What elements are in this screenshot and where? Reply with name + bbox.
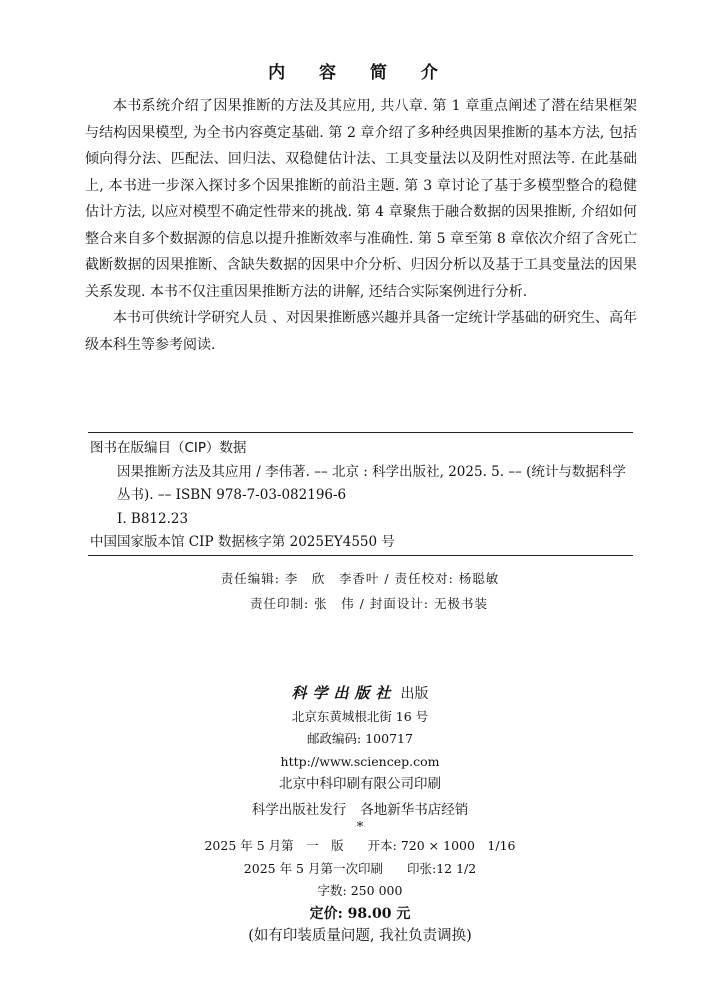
cip-record: 中国国家版本馆 CIP 数据核字第 2025EY4550 号 xyxy=(90,534,395,550)
retailer: 各地新华书店经销 xyxy=(360,801,469,818)
credits xyxy=(0,566,720,616)
publisher-suffix: 出版 xyxy=(400,686,429,702)
postcode: 邮政编码: 100717 xyxy=(307,731,413,746)
cip-heading: 图书在版编目（CIP）数据 xyxy=(90,440,247,456)
printing: 2025 年 5 月第一次印刷 xyxy=(243,860,383,876)
editor-credits: 责任编辑: 李 欣 李香叶 / 责任校对: 杨聪敏 xyxy=(220,571,500,586)
divider xyxy=(88,555,633,556)
publisher-logo: 科学出版社 xyxy=(291,684,397,702)
summary-paragraph: 本书系统介绍了因果推断的方法及其应用, 共八章. 第 1 章重点阐述了潜在结果框架与结构因果模型, 为全书内容奠定基础. 第 2 章介绍了多种经典因果推断的基本方法, 包括倾向得分法、匹配法、回归法、双稳健估计法、工具变量法以及阴性对照法等. 在此基础上, 本书进一步深入探讨多个因果推断的前沿主题. 第 3 章讨论了基于多模型整合的稳健估计方法, 以应对模型不确定性带来的挑战. 第 4 章聚焦于融合数据的因果推断, 介绍如何整合来自多个数据源的信息以提升推断效率与准确性. 第 5 章至第 8 章依次介绍了含死亡截断数据的因果推断、含缺失数据的因果中介分析、归因分析以及基于工具变量法的因果关系发现. 本书不仅注重因果推断方法的讲解, 还结合实际案例进行分析. xyxy=(85,98,637,300)
cip-classification: I. B812.23 xyxy=(117,510,189,527)
divider xyxy=(88,432,633,433)
price: 定价: 98.00 元 xyxy=(309,905,411,922)
page-title: 内 容 简 介 xyxy=(268,63,452,83)
publisher-address: 北京东黄城根北街 16 号 xyxy=(291,708,429,724)
production-credits: 责任印制: 张 伟 / 封面设计: 无极书装 xyxy=(249,596,489,611)
cip-entry: 因果推断方法及其应用 / 李伟著. –– 北京 : 科学出版社, 2025. 5. –– (统计与数据科学丛书). –– ISBN 978-7-03-082196-6 xyxy=(117,463,626,503)
edition: 2025 年 5 月第 一 版 xyxy=(204,838,344,853)
return-note: (如有印装质量问题, 我社负责调换) xyxy=(248,928,472,944)
printer: 北京中科印刷有限公司印刷 xyxy=(279,776,441,792)
word-count: 字数: 250 000 xyxy=(317,883,403,898)
sheets: 印张:12 1/2 xyxy=(406,860,477,876)
imprint xyxy=(0,682,720,948)
separator-star: * xyxy=(356,820,364,835)
website: http://www.sciencep.com xyxy=(280,753,440,769)
summary-paragraph: 本书可供统计学研究人员 、对因果推断感兴趣并具备一定统计学基础的研究生、高年级本科生等参考阅读. xyxy=(85,310,637,353)
format: 开本: 720 × 1000 1/16 xyxy=(367,838,516,853)
summary-section xyxy=(85,93,637,358)
distributor: 科学出版社发行 xyxy=(251,801,347,818)
cip-block xyxy=(90,437,636,555)
